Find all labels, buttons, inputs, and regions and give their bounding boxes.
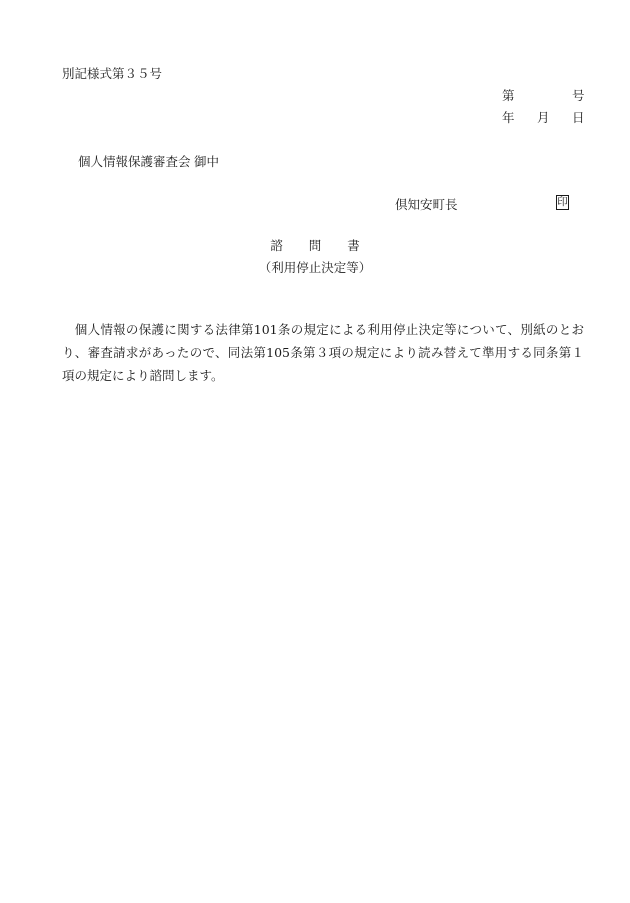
document-title: [0, 240, 630, 253]
date-month-label: 月: [537, 110, 550, 125]
form-number: 別記様式第３５号: [62, 66, 163, 81]
document-subtitle: （利用停止決定等）: [258, 260, 372, 275]
seal-mark: 印: [557, 196, 568, 209]
document-title-char: 問: [308, 238, 322, 253]
body-paragraph: [62, 318, 584, 387]
document-title-char: 諮: [270, 238, 283, 253]
body-text: 個人情報の保護に関する法律第101条の規定による利用停止決定等について、別紙のとおり、審査請求があったので、同法第105条第３項の規定により読み替えて準用する同条第１項の規定により諮問します。: [62, 322, 584, 383]
addressee-name: 個人情報保護審査会: [78, 154, 191, 169]
document-title-char: 書: [347, 238, 360, 253]
date-year-label: 年: [502, 110, 515, 125]
sender-title: 倶知安町長: [395, 197, 458, 212]
addressee-honorific: 御中: [194, 154, 220, 169]
document-number-suffix: 号: [572, 88, 585, 103]
document-number-label: 第: [502, 88, 515, 103]
date-day-label: 日: [572, 110, 585, 125]
